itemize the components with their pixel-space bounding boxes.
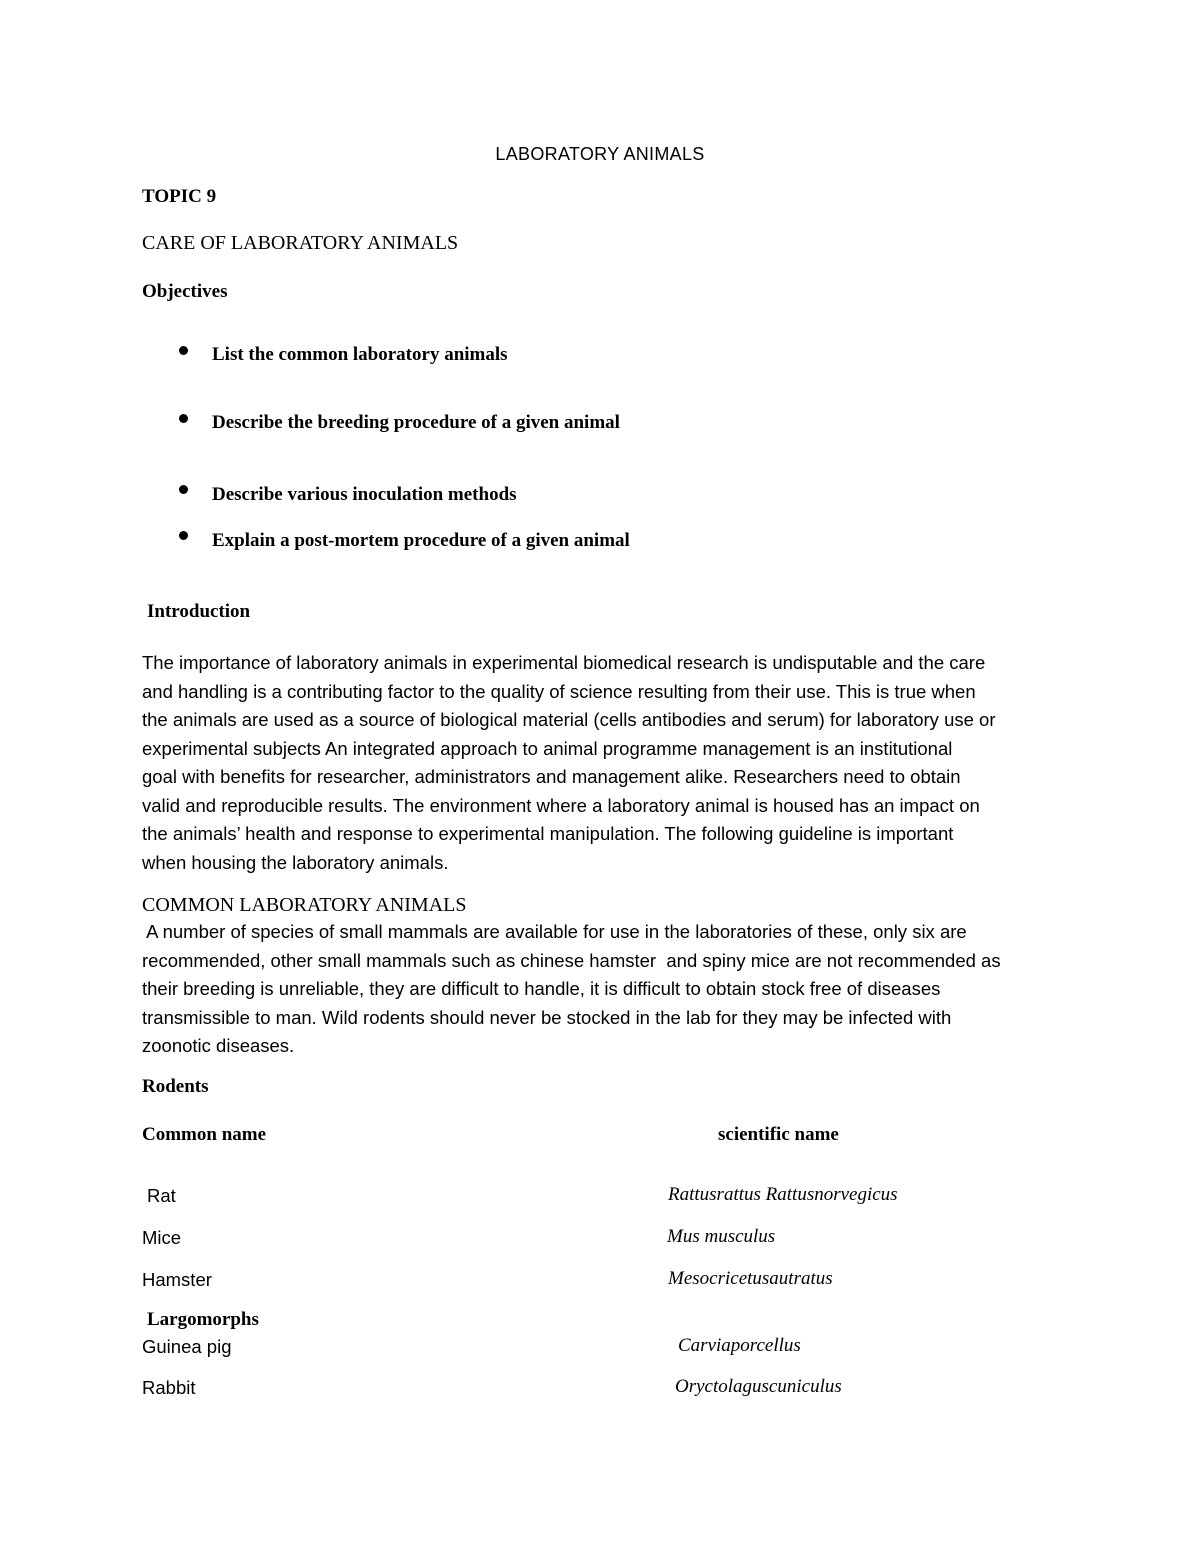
- bullet-icon: [179, 531, 188, 540]
- scientific-name-cell: Rattusrattus Rattusnorvegicus: [668, 1184, 898, 1205]
- bullet-icon: [179, 485, 188, 494]
- paragraph-line: when housing the laboratory animals.: [142, 851, 449, 873]
- bullet-icon: [179, 346, 188, 355]
- largomorphs-heading: Largomorphs: [147, 1309, 259, 1330]
- introduction-paragraph: [142, 649, 1062, 877]
- paragraph-line: their breeding is unreliable, they are difficult to handle, it is difficult to obtain stock free of diseases: [142, 978, 941, 999]
- bullet-icon: [179, 414, 188, 423]
- scientific-name-cell: Mesocricetusautratus: [668, 1268, 833, 1289]
- common-animals-heading: COMMON LABORATORY ANIMALS: [142, 894, 467, 916]
- paragraph-line: experimental subjects An integrated approach to animal programme management is an institutional: [142, 737, 953, 759]
- scientific-name-column-header: scientific name: [718, 1124, 839, 1145]
- common-name-cell: Hamster: [142, 1269, 212, 1290]
- paragraph-line: goal with benefits for researcher, administrators and management alike. Researchers need to obtain: [142, 766, 961, 787]
- objective-item: List the common laboratory animals: [212, 344, 508, 365]
- scientific-name-cell: Carviaporcellus: [678, 1335, 801, 1356]
- common-animals-paragraph: [142, 918, 1062, 1061]
- scientific-name-cell: Mus musculus: [667, 1226, 776, 1247]
- paragraph-line: and handling is a contributing factor to the quality of science resulting from their use. This is true when: [142, 680, 976, 702]
- objective-item: Describe various inoculation methods: [212, 484, 517, 505]
- paragraph-line: The importance of laboratory animals in experimental biomedical research is undisputable and the care: [142, 652, 986, 673]
- rodents-heading: Rodents: [142, 1076, 209, 1097]
- paragraph-line: valid and reproducible results. The environment where a laboratory animal is housed has an impact on: [142, 794, 980, 816]
- common-name-column-header: Common name: [142, 1124, 267, 1145]
- paragraph-line: transmissible to man. Wild rodents should never be stocked in the lab for they may be infected with: [142, 1006, 952, 1028]
- paragraph-line: zoonotic diseases.: [142, 1035, 295, 1056]
- objective-item: Describe the breeding procedure of a given animal: [212, 412, 620, 433]
- paragraph-line: the animals are used as a source of biological material (cells antibodies and serum) for laboratory use or: [142, 709, 996, 730]
- topic-label: TOPIC 9: [142, 186, 217, 207]
- paragraph-line: recommended, other small mammals such as chinese hamster and spiny mice are not recommended as: [142, 949, 1001, 971]
- common-name-cell: Rabbit: [142, 1377, 196, 1398]
- paragraph-line: the animals’ health and response to experimental manipulation. The following guideline is important: [142, 823, 954, 844]
- scientific-name-cell: Oryctolaguscuniculus: [675, 1376, 842, 1397]
- common-name-cell: Guinea pig: [142, 1336, 232, 1357]
- objectives-heading: Objectives: [142, 281, 228, 302]
- running-header: LABORATORY ANIMALS: [495, 144, 705, 164]
- paragraph-line: A number of species of small mammals are available for use in the laboratories of these, only six are: [142, 921, 967, 942]
- objective-item: Explain a post-mortem procedure of a given animal: [212, 530, 630, 551]
- common-name-cell: Rat: [147, 1185, 176, 1206]
- page-title: CARE OF LABORATORY ANIMALS: [142, 232, 459, 254]
- introduction-heading: Introduction: [147, 601, 251, 622]
- common-name-cell: Mice: [142, 1227, 182, 1248]
